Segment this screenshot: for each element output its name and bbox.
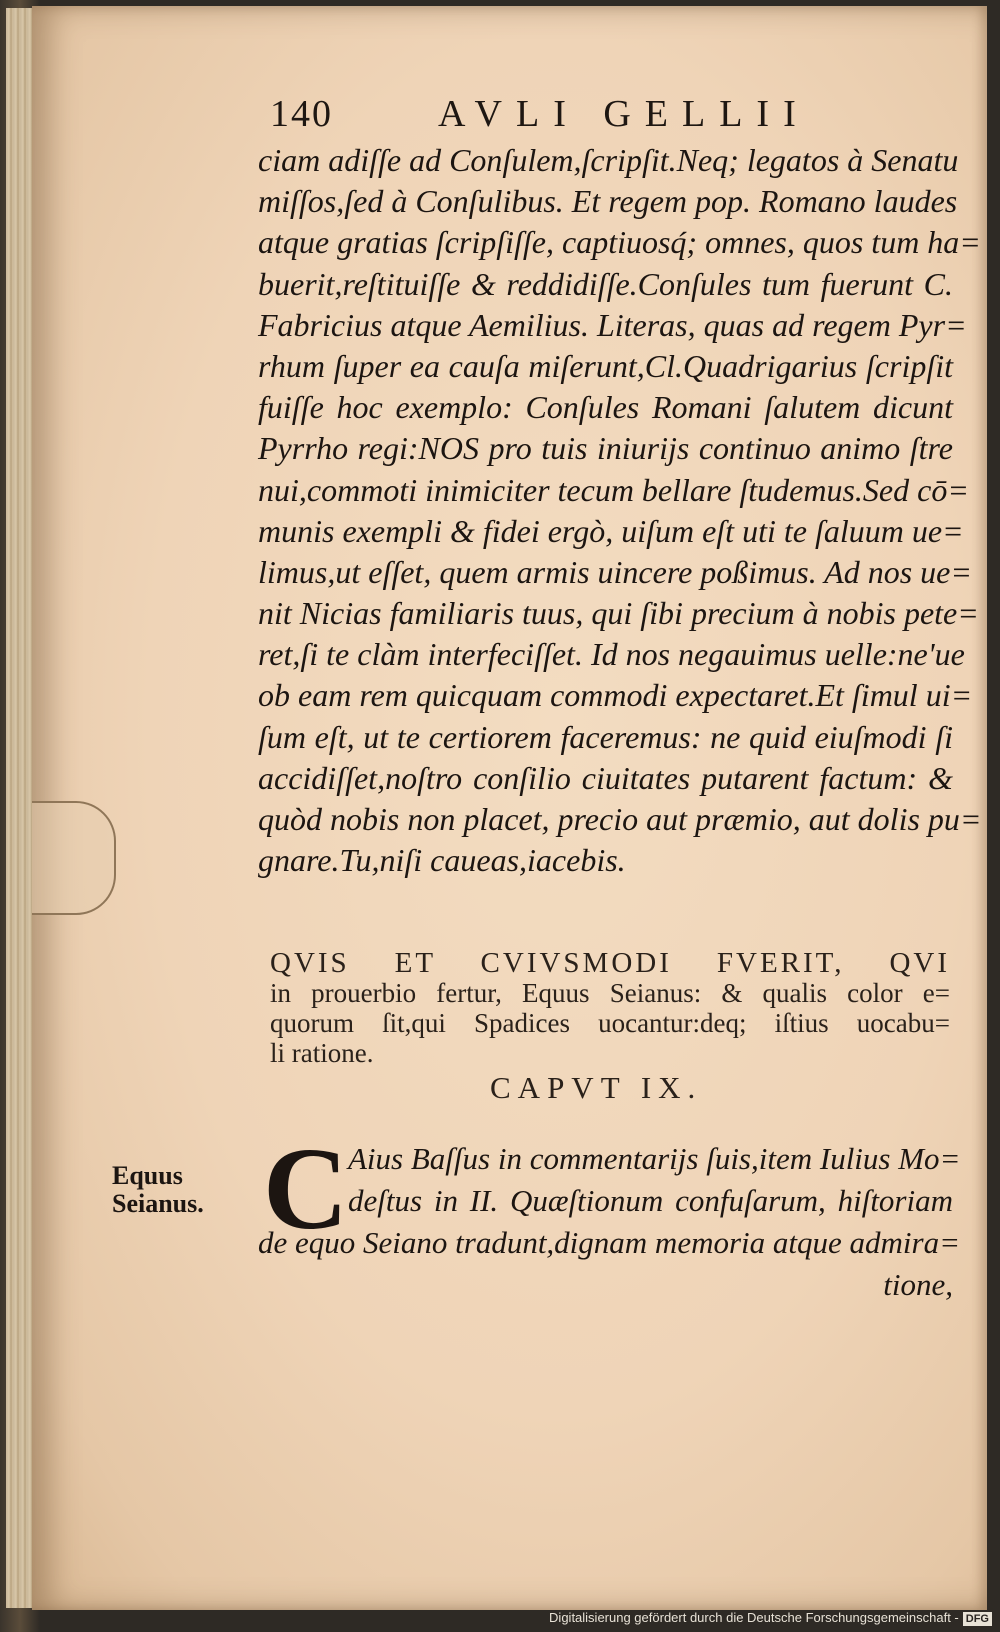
text-line: atque gratias ſcripſiſſe, captiuosq́; omnes, quos tum ha=	[258, 224, 981, 261]
chapter-heading-line: quorum ſit,qui Spadices uocantur:deq; iſtius uocabu=	[270, 1008, 950, 1038]
text-line: nit Nicias familiaris tuus, qui ſibi precium à nobis pete=	[258, 595, 979, 632]
text-line: limus,ut eſſet, quem armis uincere poßimus. Ad nos ue=	[258, 553, 972, 590]
text-line: Aius Baſſus in commentarijs ſuis,item Iulius Mo=	[348, 1141, 961, 1176]
text-line: de equo Seiano tradunt,dignam memoria atque admira=	[258, 1225, 960, 1260]
chapter-heading-line: li ratione.	[270, 1038, 374, 1068]
chapter-heading-line: in prouerbio fertur, Equus Seianus: & qualis color e=	[270, 978, 950, 1008]
chapter-heading	[270, 948, 950, 1068]
text-line: gnare.Tu,niſi caueas,iacebis.	[258, 842, 626, 879]
page-clip	[32, 801, 116, 915]
digitization-credit	[549, 1606, 992, 1630]
body-text	[258, 140, 982, 881]
text-line: miſſos,ſed à Conſulibus. Et regem pop. Romano laudes	[258, 183, 958, 220]
chapter-heading-line: QVIS ET CVIVSMODI FVERIT, QVI	[270, 947, 950, 979]
text-line: quòd nobis non placet, precio aut præmio, aut dolis pu=	[258, 801, 982, 837]
text-line: Pyrrho regi:NOS pro tuis iniurijs continuo animo ſtre	[258, 430, 953, 467]
page-number: 140	[270, 93, 333, 135]
credit-text: Digitalisierung gefördert durch die Deutsche Forschungsgemeinschaft -	[549, 1610, 959, 1625]
text-line: rhum ſuper ea cauſa miſerunt,Cl.Quadrigarius ſcripſit	[258, 347, 953, 384]
drop-cap: C	[263, 1123, 349, 1254]
text-line: Fabricius atque Aemilius. Literas, quas ad regem Pyr=	[258, 306, 967, 343]
text-line: tione,	[883, 1267, 953, 1302]
text-line: ciam adiſſe ad Conſulem,ſcripſit.Neq; legatos à Senatu	[258, 142, 959, 178]
text-line: ret,ſi te clàm interfeciſſet. Id nos negauimus uelle:ne'ue	[258, 636, 965, 673]
running-title: AVLI GELLII	[438, 93, 810, 135]
chapter-text	[258, 1138, 961, 1306]
marginal-note	[112, 1162, 204, 1218]
text-line: buerit,reſtituiſſe & reddidiſſe.Conſules tum fuerunt C.	[258, 265, 953, 302]
chapter-number: CAPVT IX.	[490, 1070, 703, 1105]
dfg-logo: DFG	[963, 1612, 992, 1626]
text-line: munis exempli & fidei ergò, uiſum eſt uti te ſaluum ue=	[258, 512, 964, 549]
marginal-note-line: Equus	[112, 1161, 183, 1190]
text-line: ob eam rem quicquam commodi expectaret.Et ſimul ui=	[258, 677, 973, 714]
text-line: ſum eſt, ut te certiorem faceremus: ne quid eiuſmodi ſi	[258, 718, 953, 755]
marginal-note-line: Seianus.	[112, 1189, 204, 1218]
text-line: nui,commoti inimiciter tecum bellare ſtudemus.Sed cō=	[258, 471, 969, 508]
text-line: fuiſſe hoc exemplo: Conſules Romani ſalutem dicunt	[258, 389, 953, 426]
text-line: deſtus in II. Quæſtionum confuſarum, hiſtoriam	[348, 1183, 953, 1218]
text-line: accidiſſet,noſtro conſilio ciuitates putarent factum: &	[258, 759, 953, 796]
running-head	[230, 92, 920, 142]
